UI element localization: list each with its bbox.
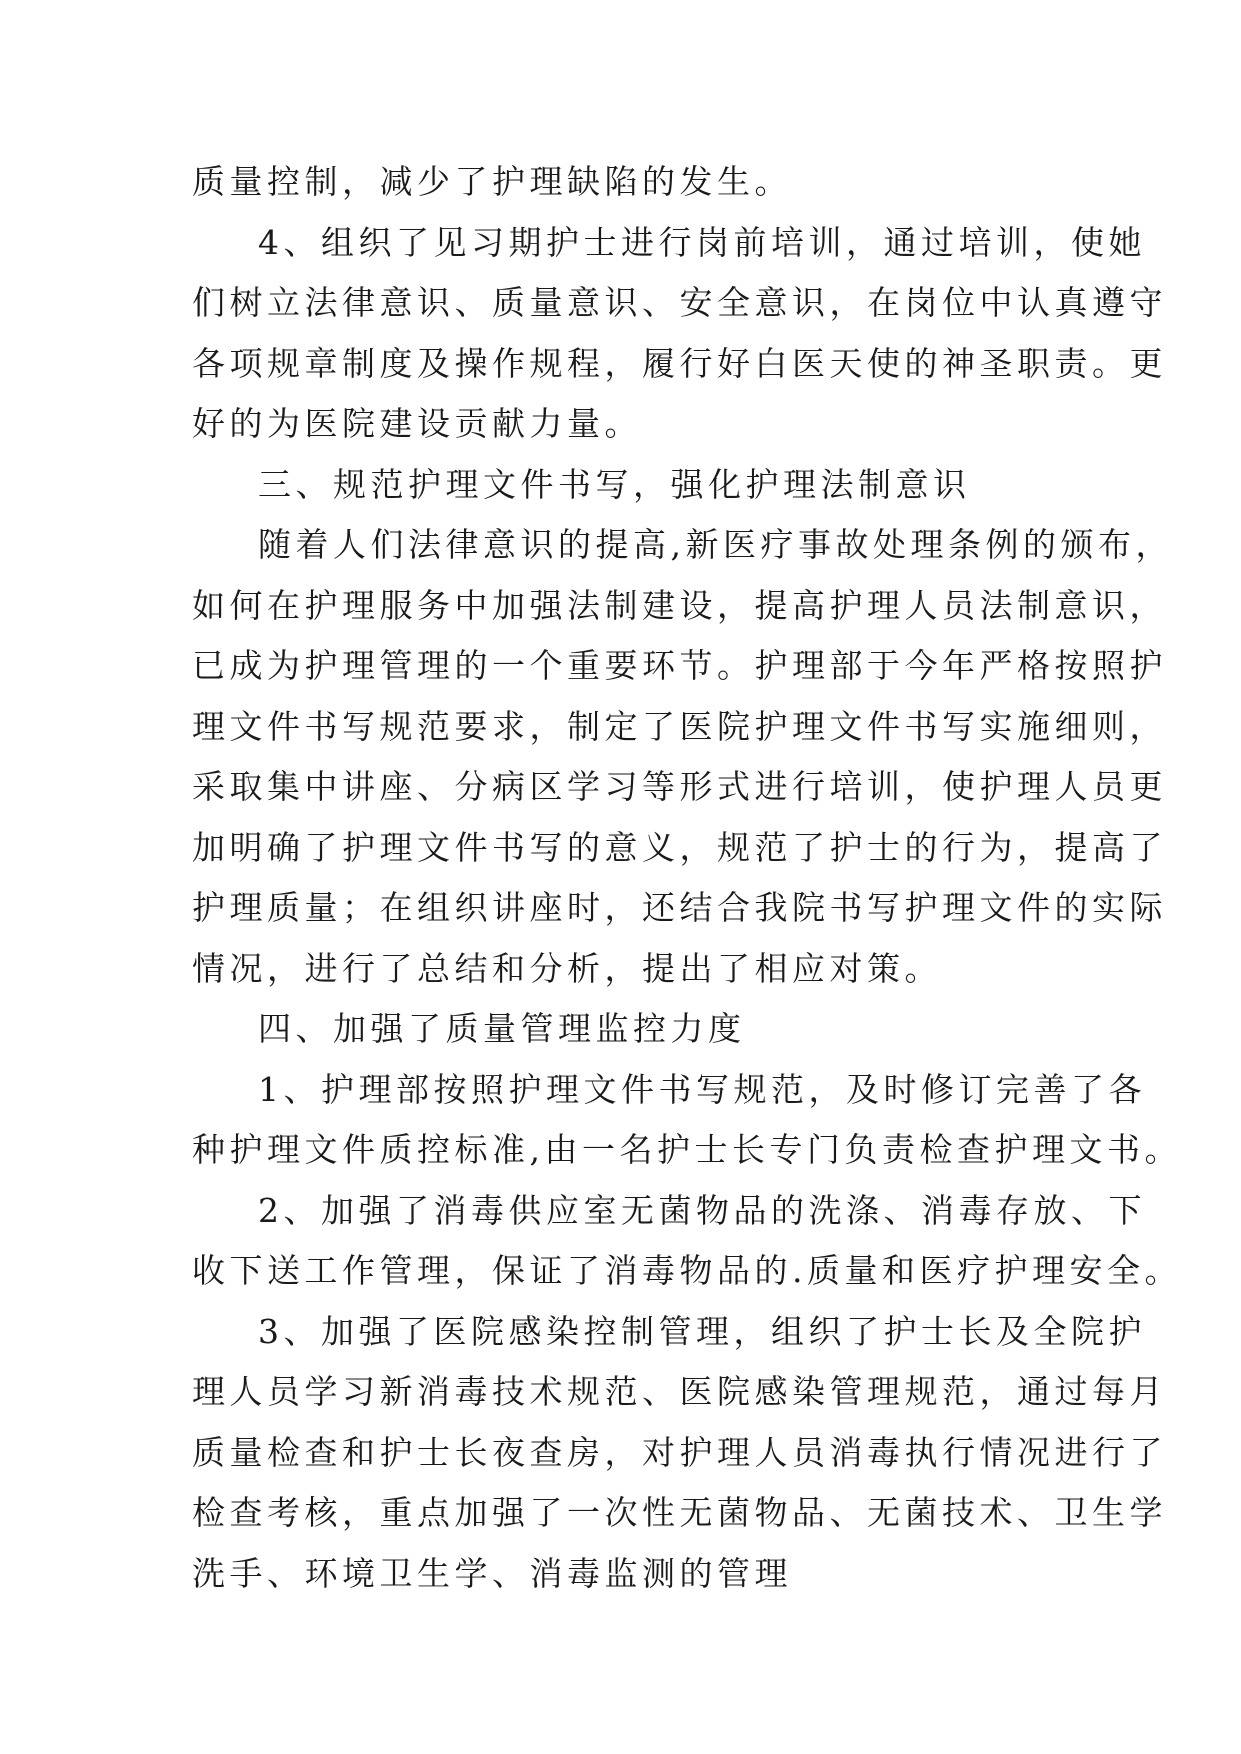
text-line: 理人员学习新消毒技术规范、医院感染管理规范，通过每月: [192, 1372, 1167, 1411]
text-line: 4、组织了见习期护士进行岗前培训，通过培训，使她: [258, 222, 1146, 262]
text-line: 2、加强了消毒供应室无菌物品的洗涤、消毒存放、下: [258, 1190, 1146, 1230]
text-line: 质量检查和护士长夜查房，对护理人员消毒执行情况进行了: [192, 1432, 1167, 1472]
text-line: 已成为护理管理的一个重要环节。护理部于今年严格按照护: [192, 646, 1167, 685]
text-line: 洗手、环境卫生学、消毒监测的管理: [192, 1553, 792, 1593]
text-line: 随着人们法律意识的提高,新医疗事故处理条例的颁布，: [258, 525, 1173, 564]
text-line: 情况，进行了总结和分析，提出了相应对策。: [192, 948, 942, 988]
text-line: 护理质量；在组织讲座时，还结合我院书写护理文件的实际: [192, 888, 1167, 927]
text-line: 3、加强了医院感染控制管理，组织了护士长及全院护: [258, 1311, 1146, 1351]
text-line: 收下送工作管理，保证了消毒物品的.质量和医疗护理安全。: [192, 1251, 1182, 1290]
section-heading: 三、规范护理文件书写，强化护理法制意识: [258, 464, 971, 504]
text-line: 如何在护理服务中加强法制建设，提高护理人员法制意识，: [192, 585, 1167, 625]
text-line: 理文件书写规范要求，制定了医院护理文件书写实施细则，: [192, 706, 1167, 746]
section-heading: 四、加强了质量管理监控力度: [258, 1009, 746, 1048]
text-line: 采取集中讲座、分病区学习等形式进行培训，使护理人员更: [192, 767, 1167, 806]
text-line: 各项规章制度及操作规程，履行好白医天使的神圣职责。更: [192, 343, 1167, 383]
text-line: 好的为医院建设贡献力量。: [192, 404, 642, 443]
text-line: 质量控制，减少了护理缺陷的发生。: [192, 162, 792, 201]
document-body: [192, 152, 1182, 1604]
text-line: 检查考核，重点加强了一次性无菌物品、无菌技术、卫生学: [192, 1493, 1167, 1532]
text-line: 加明确了护理文件书写的意义，规范了护士的行为，提高了: [192, 827, 1167, 867]
text-line: 们树立法律意识、质量意识、安全意识，在岗位中认真遵守: [192, 283, 1167, 322]
text-line: 种护理文件质控标准,由一名护士长专门负责检查护理文书。: [192, 1130, 1182, 1169]
text-line: 1、护理部按照护理文件书写规范，及时修订完善了各: [258, 1069, 1146, 1109]
